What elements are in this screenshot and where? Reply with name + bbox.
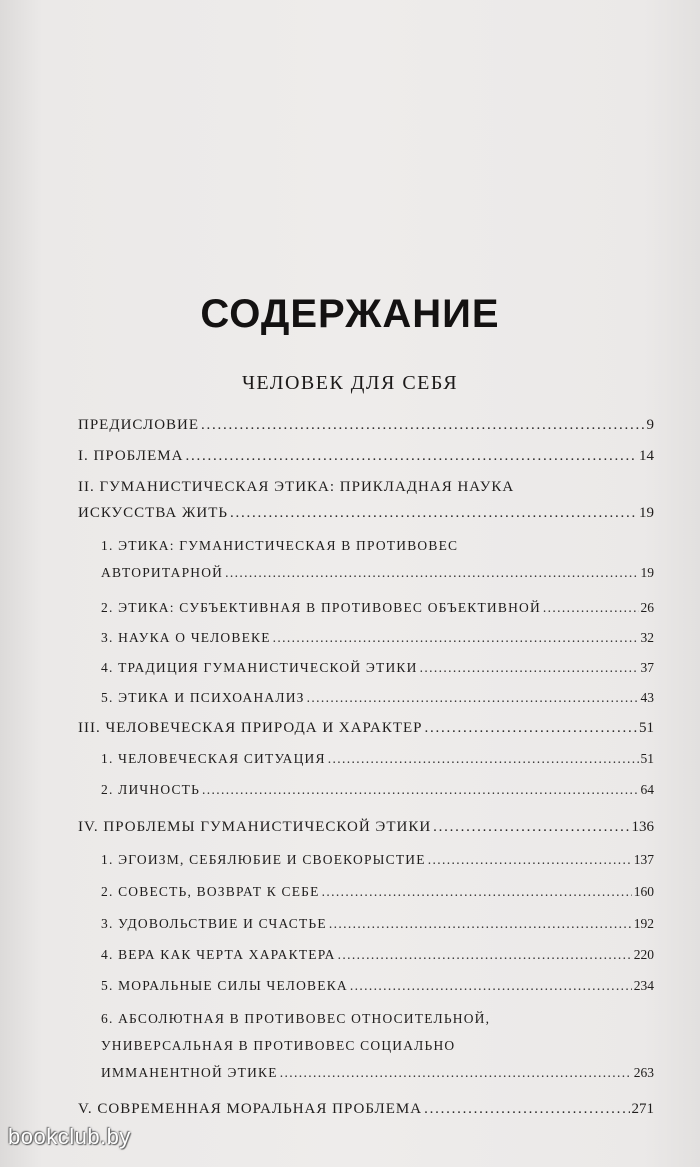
toc-dot-leader bbox=[424, 1096, 629, 1122]
toc-entry-title: 3. НАУКА О ЧЕЛОВЕКЕ bbox=[101, 630, 271, 645]
toc-page-number: 136 bbox=[631, 819, 654, 835]
toc-entry-title: АВТОРИТАРНОЙ bbox=[101, 565, 224, 580]
toc-entry-title: 2. ЛИЧНОСТЬ bbox=[101, 782, 201, 797]
toc-dot-leader bbox=[307, 684, 639, 711]
toc-section bbox=[101, 878, 654, 905]
toc-section bbox=[101, 972, 654, 999]
toc-entry-title: 2. ЭТИКА: СУБЪЕКТИВНАЯ В ПРОТИВОВЕС ОБЪЕКТИВНОЙ bbox=[101, 600, 541, 615]
toc-dot-leader bbox=[225, 559, 638, 586]
toc-entry-title: I. ПРОБЛЕМА bbox=[78, 448, 184, 464]
toc-page-number: 64 bbox=[640, 782, 654, 797]
toc-dot-leader bbox=[322, 878, 632, 905]
toc-entry-title: УНИВЕРСАЛЬНАЯ В ПРОТИВОВЕС СОЦИАЛЬНО bbox=[101, 1038, 456, 1053]
toc-page-number: 263 bbox=[633, 1065, 654, 1080]
toc-entry-title: 5. МОРАЛЬНЫЕ СИЛЫ ЧЕЛОВЕКА bbox=[101, 978, 348, 993]
toc-dot-leader bbox=[350, 972, 632, 999]
toc-entry-title: ПРЕДИСЛОВИЕ bbox=[78, 417, 200, 433]
toc-dot-leader bbox=[543, 594, 639, 621]
toc-page-number: 37 bbox=[640, 660, 654, 675]
toc-chapter bbox=[78, 715, 654, 741]
toc-entry-title: ИММАНЕНТНОЙ ЭТИКЕ bbox=[101, 1065, 278, 1080]
watermark-logo: bookclub.by bbox=[8, 1124, 131, 1149]
toc-dot-leader bbox=[420, 654, 639, 681]
toc-chapter bbox=[78, 1096, 654, 1122]
toc-dot-leader bbox=[280, 1059, 632, 1086]
toc-dot-leader bbox=[273, 624, 639, 651]
toc-page-number: 9 bbox=[646, 417, 654, 433]
toc-entry-title: 1. ЧЕЛОВЕЧЕСКАЯ СИТУАЦИЯ bbox=[101, 751, 326, 766]
toc-page-number: 43 bbox=[640, 690, 654, 705]
toc-page-number: 14 bbox=[639, 448, 654, 464]
toc-dot-leader bbox=[329, 910, 632, 937]
toc-section bbox=[101, 776, 654, 803]
toc-section bbox=[101, 941, 654, 968]
toc-section bbox=[101, 745, 654, 772]
toc-dot-leader bbox=[433, 814, 629, 840]
toc-dot-leader bbox=[230, 500, 637, 526]
toc-chapter bbox=[78, 443, 654, 469]
toc-page-number: 32 bbox=[640, 630, 654, 645]
toc-page-number: 51 bbox=[639, 720, 654, 736]
toc-page-number: 271 bbox=[631, 1101, 654, 1117]
toc-chapter bbox=[78, 814, 654, 840]
toc-entry-title: 3. УДОВОЛЬСТВИЕ И СЧАСТЬЕ bbox=[101, 916, 327, 931]
toc-page-number: 26 bbox=[640, 600, 654, 615]
toc-chapter bbox=[78, 474, 654, 526]
toc-chapter bbox=[78, 412, 654, 438]
toc-section bbox=[101, 624, 654, 651]
toc-entry-title: 4. ТРАДИЦИЯ ГУМАНИСТИЧЕСКОЙ ЭТИКИ bbox=[101, 660, 418, 675]
toc-page-number: 160 bbox=[633, 884, 654, 899]
toc-page-number: 137 bbox=[633, 852, 654, 867]
toc-entry-title: IV. ПРОБЛЕМЫ ГУМАНИСТИЧЕСКОЙ ЭТИКИ bbox=[78, 819, 432, 835]
toc-section bbox=[101, 910, 654, 937]
toc-page-number: 220 bbox=[633, 947, 654, 962]
toc-section bbox=[101, 654, 654, 681]
toc-page-number: 192 bbox=[633, 916, 654, 931]
page-title: СОДЕРЖАНИЕ bbox=[200, 292, 500, 336]
toc-page-number: 234 bbox=[633, 978, 654, 993]
toc-section bbox=[101, 532, 654, 586]
toc-dot-leader bbox=[338, 941, 632, 968]
toc-section bbox=[101, 1005, 654, 1086]
toc-dot-leader bbox=[428, 846, 632, 873]
toc-page-number: 19 bbox=[640, 565, 654, 580]
toc-entry-title: II. ГУМАНИСТИЧЕСКАЯ ЭТИКА: ПРИКЛАДНАЯ НАУКА bbox=[78, 479, 515, 495]
toc-entry-title: 1. ЭГОИЗМ, СЕБЯЛЮБИЕ И СВОЕКОРЫСТИЕ bbox=[101, 852, 426, 867]
toc-dot-leader bbox=[201, 412, 644, 438]
toc-section bbox=[101, 594, 654, 621]
book-subtitle: ЧЕЛОВЕК ДЛЯ СЕБЯ bbox=[241, 372, 459, 394]
toc-entry-title: 4. ВЕРА КАК ЧЕРТА ХАРАКТЕРА bbox=[101, 947, 336, 962]
toc-entry-title: 5. ЭТИКА И ПСИХОАНАЛИЗ bbox=[101, 690, 305, 705]
toc-entry-title: 6. АБСОЛЮТНАЯ В ПРОТИВОВЕС ОТНОСИТЕЛЬНОЙ, bbox=[101, 1011, 491, 1026]
toc-section bbox=[101, 684, 654, 711]
toc-entry-title: V. СОВРЕМЕННАЯ МОРАЛЬНАЯ ПРОБЛЕМА bbox=[78, 1101, 423, 1117]
toc-dot-leader bbox=[328, 745, 639, 772]
toc-section bbox=[101, 846, 654, 873]
toc-page-number: 19 bbox=[639, 505, 654, 521]
toc-dot-leader bbox=[185, 443, 637, 469]
toc-entry-title: ИСКУССТВА ЖИТЬ bbox=[78, 505, 229, 521]
toc-page-number: 51 bbox=[640, 751, 654, 766]
toc-dot-leader bbox=[425, 715, 638, 741]
toc-entry-title: III. ЧЕЛОВЕЧЕСКАЯ ПРИРОДА И ХАРАКТЕР bbox=[78, 720, 423, 736]
toc-entry-title: 1. ЭТИКА: ГУМАНИСТИЧЕСКАЯ В ПРОТИВОВЕС bbox=[101, 538, 459, 553]
toc-entry-title: 2. СОВЕСТЬ, ВОЗВРАТ К СЕБЕ bbox=[101, 884, 320, 899]
toc-dot-leader bbox=[202, 776, 638, 803]
